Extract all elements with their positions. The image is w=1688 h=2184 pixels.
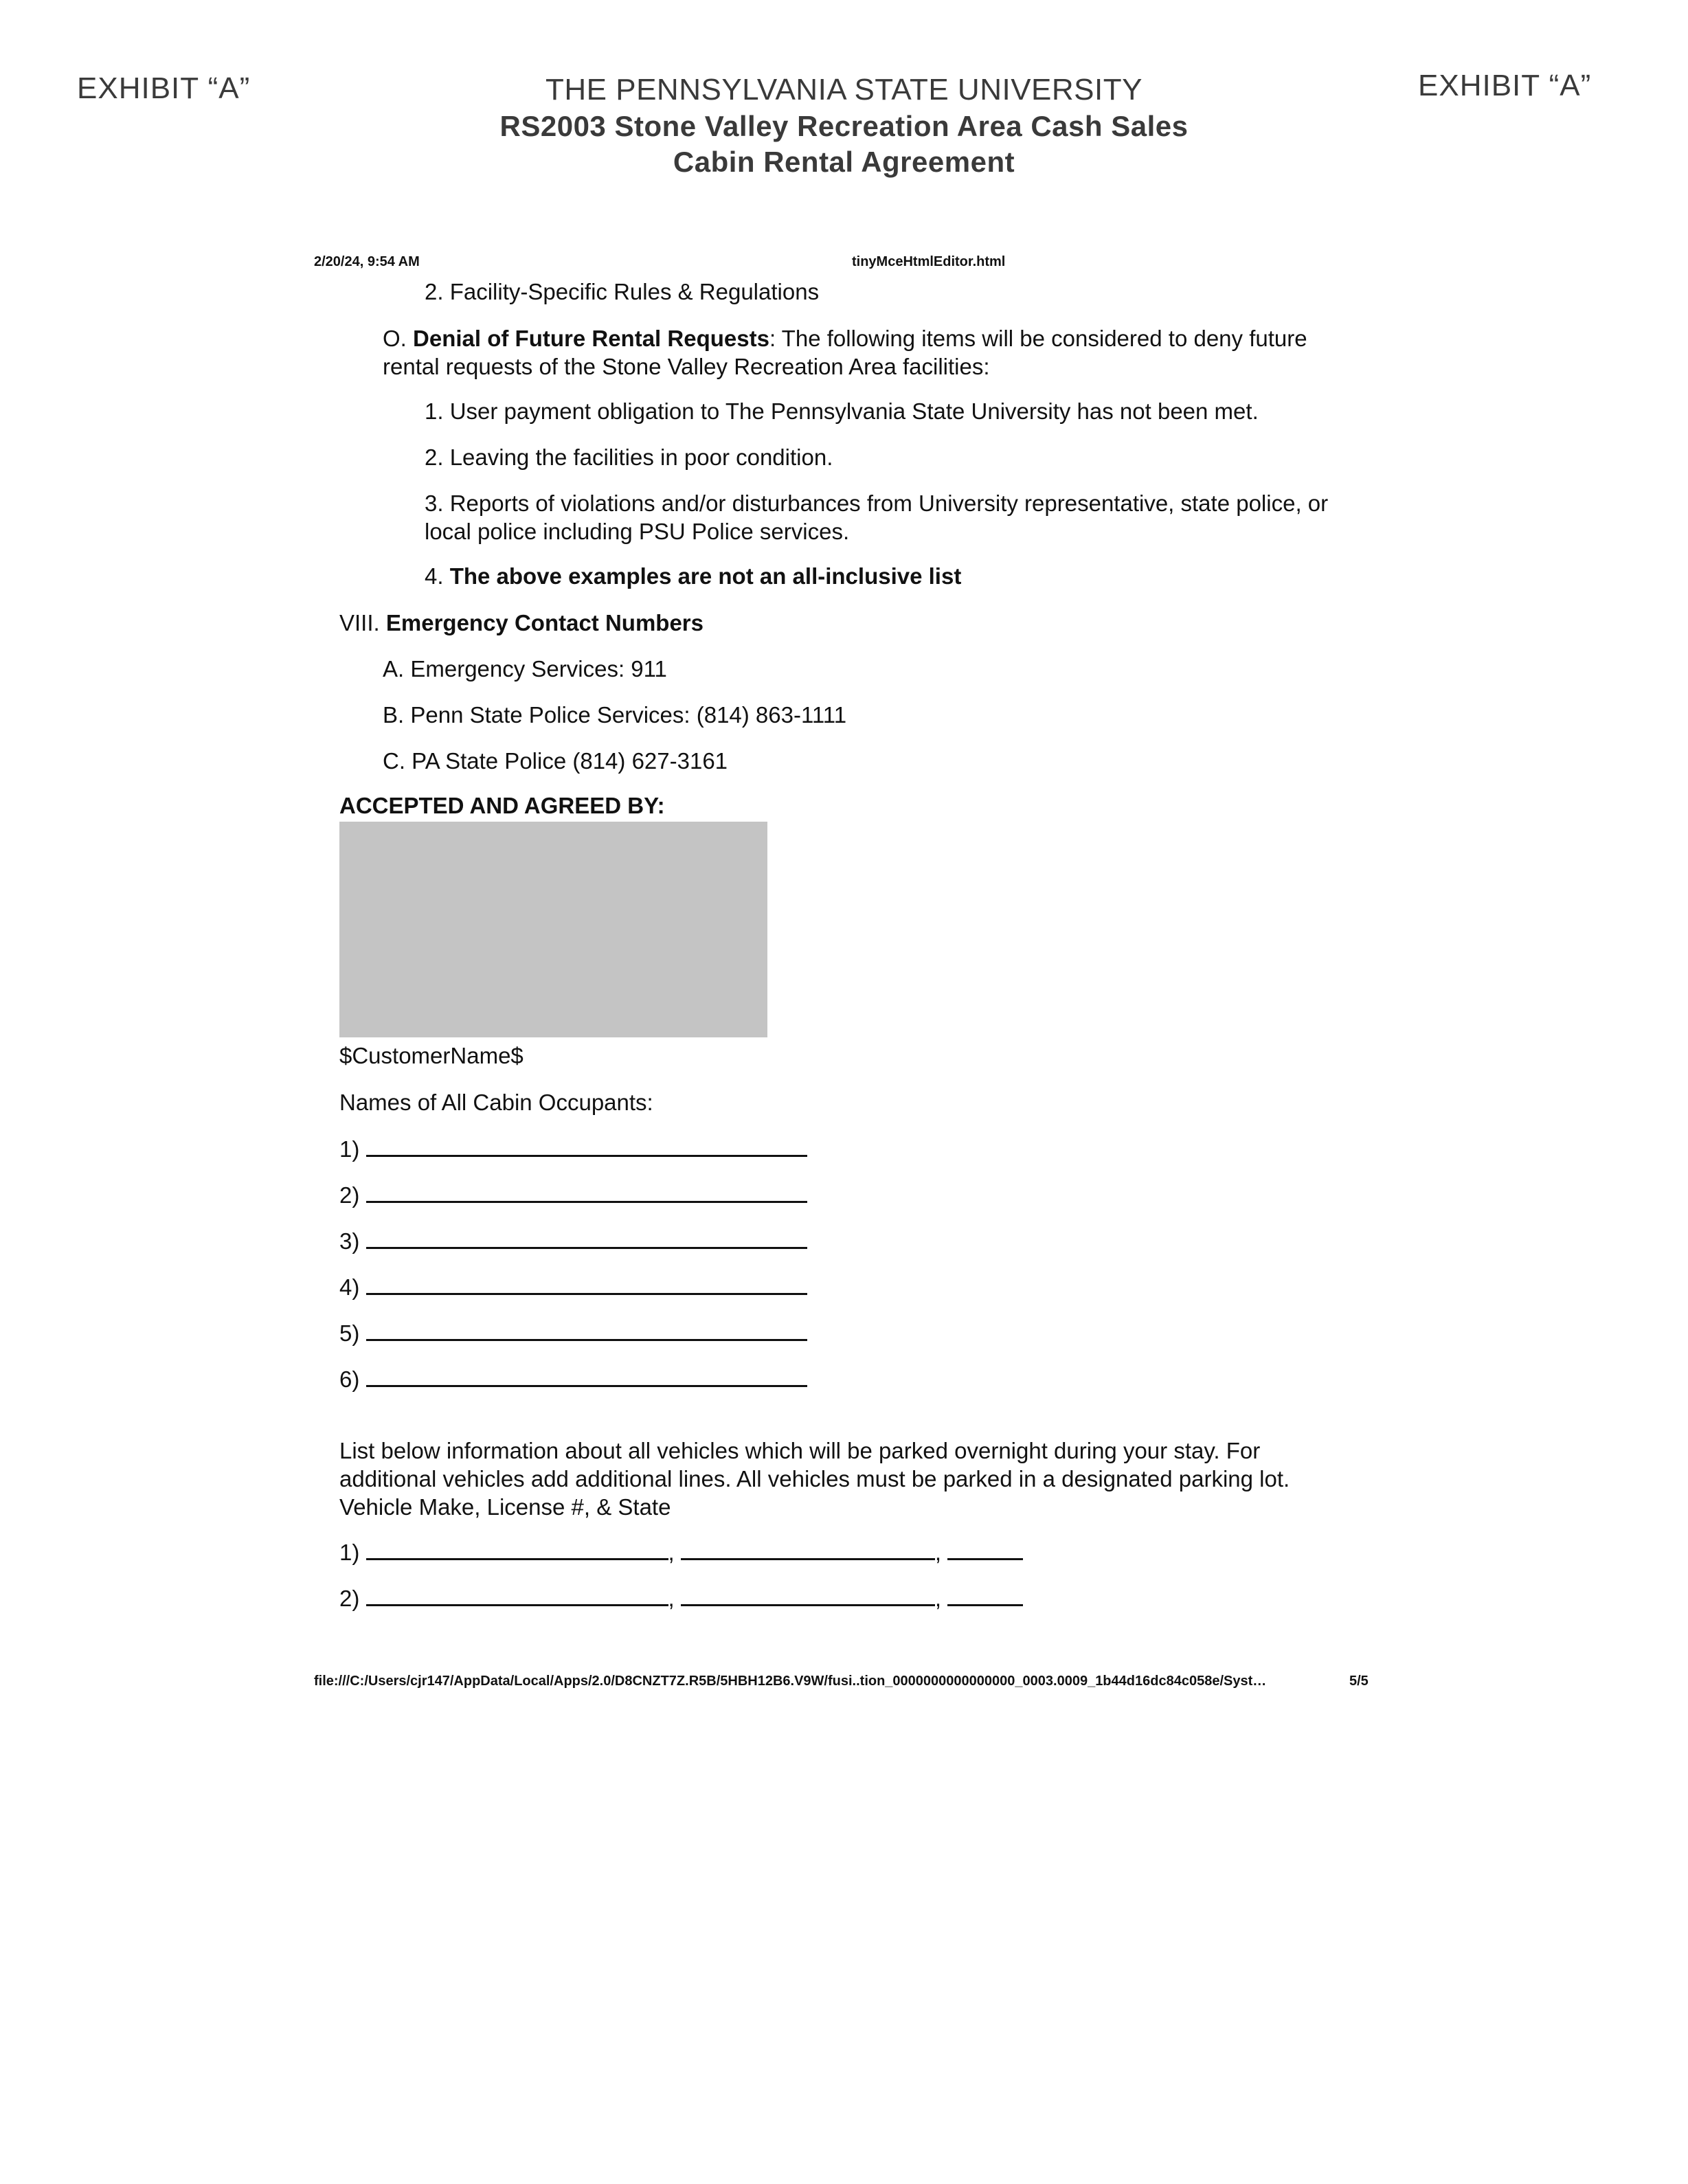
occupant-line: [339, 1364, 807, 1393]
section-viii-heading: [339, 609, 704, 637]
section-o-item-2: 2. Leaving the facilities in poor condition.: [425, 444, 833, 470]
vehicle-license-blank[interactable]: [681, 1584, 935, 1606]
occupant-number: 4): [339, 1274, 360, 1300]
section-viii-prefix: VIII.: [339, 610, 386, 635]
section-o-item-4-bold: The above examples are not an all-inclusive list: [449, 563, 962, 589]
vehicle-line: [339, 1538, 1023, 1566]
exhibit-label-right: EXHIBIT “A”: [1418, 69, 1592, 102]
vehicle-license-blank[interactable]: [681, 1538, 935, 1560]
print-footer-page: 5/5: [1349, 1674, 1369, 1689]
accepted-label-text: ACCEPTED AND AGREED BY:: [339, 793, 665, 818]
section-o-text: : The following items will be considered to deny future rental requests of the Stone Valley Recreation Area facilities:: [383, 326, 1307, 379]
occupant-line: [339, 1134, 807, 1163]
occupant-number: 1): [339, 1136, 360, 1162]
vehicle-separator: ,: [668, 1586, 675, 1611]
vehicle-number: 1): [339, 1540, 360, 1565]
section-viii-title: Emergency Contact Numbers: [385, 610, 704, 635]
vehicle-make-blank[interactable]: [366, 1584, 668, 1606]
signature-box[interactable]: [339, 822, 767, 1037]
occupant-number: 3): [339, 1228, 360, 1254]
accepted-label: [339, 791, 665, 820]
customer-name: $CustomerName$: [339, 1043, 524, 1068]
occupant-blank[interactable]: [366, 1226, 807, 1249]
section-o-item-4: [425, 562, 961, 590]
section-o-paragraph: [383, 324, 1358, 381]
item-facility-rules: 2. Facility-Specific Rules & Regulations: [425, 279, 820, 304]
emergency-services: A. Emergency Services: 911: [383, 656, 667, 682]
section-o-prefix: O.: [383, 326, 414, 351]
vehicles-paragraph: List below information about all vehicles which will be parked overnight during your stay. For additional vehicles add additional lines. All vehicles must be parked in a designated parking lot. Vehicle Make, License #, & State: [339, 1438, 1290, 1520]
occupant-number: 5): [339, 1320, 360, 1346]
vehicle-number: 2): [339, 1586, 360, 1611]
vehicle-separator: ,: [668, 1540, 675, 1565]
vehicle-state-blank[interactable]: [947, 1538, 1023, 1560]
occupant-line: [339, 1318, 807, 1347]
penn-state-police: B. Penn State Police Services: (814) 863-1111: [383, 702, 847, 728]
pa-state-police: C. PA State Police (814) 627-3161: [383, 748, 728, 774]
occupant-number: 2): [339, 1182, 360, 1208]
occupant-blank[interactable]: [366, 1134, 807, 1157]
vehicle-separator: ,: [934, 1586, 942, 1611]
document-title: Cabin Rental Agreement: [673, 146, 1015, 178]
exhibit-label-left: EXHIBIT “A”: [77, 71, 251, 105]
occupant-number: 6): [339, 1366, 360, 1392]
section-o-heading: Denial of Future Rental Requests: [413, 326, 769, 351]
print-footer-path: file:///C:/Users/cjr147/AppData/Local/Apps/2.0/D8CNZT7Z.R5B/5HBH12B6.V9W/fusi..tion_0000000000000000_0003.0009_1b44d16dc84c058e/Syst…: [314, 1674, 1267, 1689]
occupant-line: [339, 1180, 807, 1209]
vehicle-make-blank[interactable]: [366, 1538, 668, 1560]
print-filename: tinyMceHtmlEditor.html: [852, 254, 1006, 269]
vehicle-line: [339, 1584, 1023, 1612]
section-o-item-4-prefix: 4.: [425, 563, 450, 589]
occupant-line: [339, 1272, 807, 1301]
university-title: THE PENNSYLVANIA STATE UNIVERSITY: [545, 73, 1143, 106]
occupant-blank[interactable]: [366, 1272, 807, 1295]
occupant-blank[interactable]: [366, 1318, 807, 1341]
vehicle-state-blank[interactable]: [947, 1584, 1023, 1606]
program-title: RS2003 Stone Valley Recreation Area Cash Sales: [499, 110, 1189, 142]
occupant-line: [339, 1226, 807, 1255]
section-o-item-1: 1. User payment obligation to The Pennsylvania State University has not been met.: [425, 398, 1259, 424]
vehicle-separator: ,: [934, 1540, 942, 1565]
print-timestamp: 2/20/24, 9:54 AM: [314, 254, 420, 269]
section-o-item-3: 3. Reports of violations and/or disturbances from University representative, state police, or local police including PSU Police services.: [425, 491, 1329, 544]
occupant-blank[interactable]: [366, 1364, 807, 1387]
occupants-label: Names of All Cabin Occupants:: [339, 1090, 653, 1115]
occupant-blank[interactable]: [366, 1180, 807, 1203]
